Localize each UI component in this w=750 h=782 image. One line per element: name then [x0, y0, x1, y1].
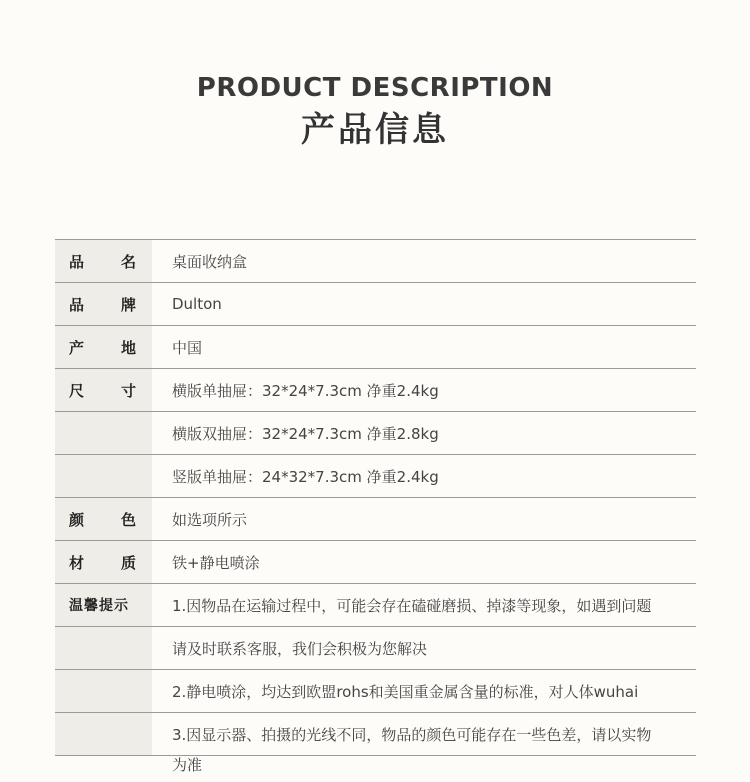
row-label-char: 产	[69, 338, 85, 357]
row-label-char: 地	[120, 338, 136, 357]
row-size	[55, 369, 696, 412]
row-value: 2.静电喷涂，均达到欧盟rohs和美国重金属含量的标准，对人体wuhai	[172, 682, 639, 701]
row-notice-3	[55, 670, 696, 713]
row-notice	[55, 584, 696, 627]
row-value: 1.因物品在运输过程中，可能会存在磕碰磨损、掉漆等现象，如遇到问题	[172, 596, 652, 615]
row-label-char: 名	[120, 252, 136, 271]
row-material	[55, 541, 696, 584]
row-label	[55, 670, 152, 712]
row-value: 横版单抽屉：32*24*7.3cm 净重2.4kg	[172, 381, 439, 400]
row-label-char: 尺	[69, 381, 85, 400]
row-value: 桌面收纳盒	[172, 252, 248, 271]
row-value: 横版双抽屉：32*24*7.3cm 净重2.8kg	[172, 424, 439, 443]
row-label-char: 色	[120, 510, 136, 529]
row-name	[55, 240, 696, 283]
row-value: 竖版单抽屉：24*32*7.3cm 净重2.4kg	[172, 467, 439, 486]
heading	[0, 70, 750, 152]
row-value: Dulton	[172, 295, 222, 313]
row-label-char: 质	[120, 553, 136, 572]
row-label	[55, 498, 152, 540]
heading-english: PRODUCT DESCRIPTION	[196, 73, 554, 103]
row-size-2	[55, 412, 696, 455]
row-color	[55, 498, 696, 541]
row-label	[55, 713, 152, 755]
row-label	[55, 627, 152, 669]
row-value: 请及时联系客服，我们会积极为您解决	[172, 639, 428, 658]
row-label	[55, 541, 152, 583]
row-label-char: 牌	[120, 295, 136, 314]
spec-table	[55, 239, 696, 756]
row-label-char: 颜	[69, 510, 85, 529]
row-label-char: 品	[69, 252, 85, 271]
row-label-char: 寸	[120, 381, 136, 400]
row-label	[55, 283, 152, 325]
row-label	[55, 412, 152, 454]
row-value: 3.因显示器、拍摄的光线不同，物品的颜色可能存在一些色差，请以实物	[172, 725, 652, 744]
row-origin	[55, 326, 696, 369]
row-label	[55, 455, 152, 497]
row-value: 如选项所示	[172, 510, 248, 529]
row-label	[55, 326, 152, 368]
row-notice-2	[55, 627, 696, 670]
row-value: 铁+静电喷涂	[172, 553, 260, 572]
row-label-char: 品	[69, 295, 85, 314]
row-size-3	[55, 455, 696, 498]
notice-continuation: 为准	[172, 756, 203, 774]
row-label-char: 材	[69, 553, 85, 572]
row-value: 中国	[172, 338, 203, 357]
row-label	[55, 240, 152, 282]
heading-chinese: 产品信息	[301, 110, 449, 150]
row-brand	[55, 283, 696, 326]
row-label	[55, 369, 152, 411]
row-label: 温馨提示	[55, 584, 152, 626]
